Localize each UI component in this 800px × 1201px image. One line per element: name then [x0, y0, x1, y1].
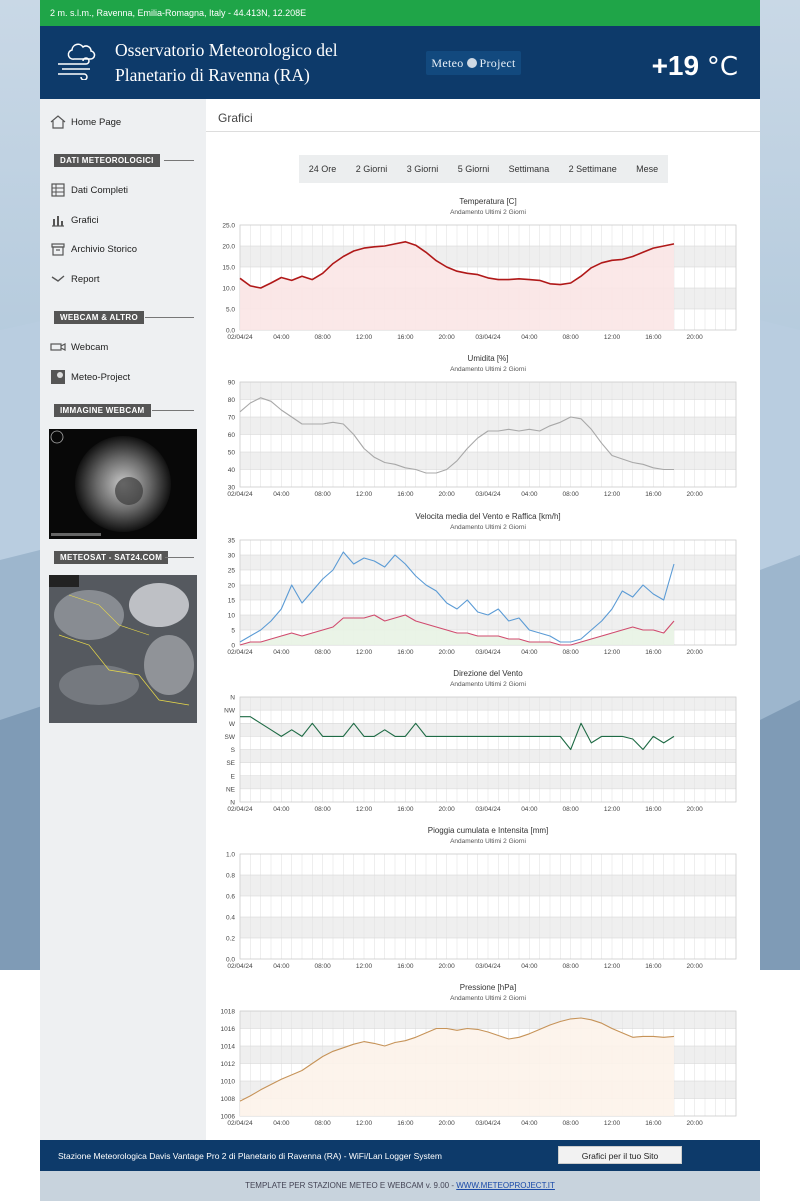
logo-text-left: Meteo: [431, 56, 464, 70]
meteosat-image[interactable]: [49, 575, 197, 723]
x-tick-label: 12:00: [355, 806, 373, 813]
y-tick-label: NW: [224, 707, 235, 715]
y-tick-label: 80: [227, 397, 235, 404]
y-tick-label: 0.0: [225, 956, 235, 964]
x-tick-label: 08:00: [314, 1120, 331, 1127]
y-tick-label: 0.6: [225, 893, 235, 901]
data-table-icon: [50, 182, 66, 198]
site-title: [115, 38, 338, 88]
divider: [164, 160, 194, 161]
y-tick-label: 20: [227, 582, 235, 590]
x-tick-label: 16:00: [645, 649, 662, 656]
y-tick-label: 50: [227, 449, 235, 457]
webcam-icon: [50, 339, 66, 355]
meteo-project-icon: [50, 369, 66, 385]
x-tick-label: 08:00: [562, 806, 579, 813]
x-tick-label: 20:00: [686, 963, 703, 970]
x-tick-label: 02/04/24: [227, 1120, 253, 1127]
x-tick-label: 08:00: [562, 1120, 579, 1127]
bar-chart-icon: [50, 212, 66, 228]
y-tick-label: W: [228, 720, 235, 728]
sidebar-item-archivio[interactable]: [50, 239, 137, 259]
x-tick-label: 04:00: [273, 1120, 290, 1127]
chart-humidity: [206, 350, 760, 500]
x-tick-label: 20:00: [438, 334, 455, 341]
x-tick-label: 03/04/24: [475, 806, 501, 813]
x-tick-label: 20:00: [686, 1120, 703, 1127]
y-tick-label: 35: [227, 537, 235, 545]
y-tick-label: 15: [227, 597, 235, 605]
logo-globe-icon: [467, 58, 477, 68]
sidebar-item-label: Report: [71, 273, 100, 285]
sidebar-item-label: Dati Completi: [71, 184, 129, 196]
x-tick-label: 08:00: [562, 649, 579, 656]
footer: [40, 1140, 760, 1171]
y-tick-label: N: [230, 799, 235, 807]
chart-subtitle: Andamento Ultimi 2 Giorni: [450, 524, 526, 531]
x-tick-label: 16:00: [397, 963, 414, 970]
sidebar-item-label: Grafici: [71, 214, 99, 226]
section-header-meteosat: METEOSAT - SAT24.COM: [54, 551, 168, 564]
meteoproject-logo[interactable]: [426, 51, 521, 75]
y-tick-label: 5: [231, 627, 235, 635]
chart-wind-speed: [206, 508, 760, 658]
x-tick-label: 12:00: [603, 806, 621, 813]
y-tick-label: 70: [227, 414, 235, 422]
y-tick-label: 1010: [220, 1078, 235, 1086]
y-tick-label: 0.0: [225, 327, 235, 335]
current-temperature: [652, 50, 738, 82]
sidebar-item-home[interactable]: [50, 112, 121, 132]
y-tick-label: N: [230, 694, 235, 702]
x-tick-label: 12:00: [603, 334, 621, 341]
chart-rain-svg: [206, 822, 760, 972]
y-tick-label: 10: [227, 612, 235, 620]
y-tick-label: 5.0: [225, 306, 235, 314]
credits-bar: [40, 1171, 760, 1201]
x-tick-label: 12:00: [603, 1120, 621, 1127]
x-tick-label: 04:00: [273, 491, 290, 498]
x-tick-label: 04:00: [521, 334, 538, 341]
x-tick-label: 16:00: [645, 334, 662, 341]
chart-subtitle: Andamento Ultimi 2 Giorni: [450, 838, 526, 845]
x-tick-label: 08:00: [314, 491, 331, 498]
y-tick-label: 25.0: [222, 222, 235, 230]
x-tick-label: 02/04/24: [227, 963, 253, 970]
chart-subtitle: Andamento Ultimi 2 Giorni: [450, 366, 526, 373]
main-content: [206, 99, 760, 1140]
x-tick-label: 20:00: [438, 963, 455, 970]
divider: [165, 557, 194, 558]
report-icon: [50, 271, 66, 287]
x-tick-label: 02/04/24: [227, 806, 253, 813]
x-tick-label: 16:00: [645, 491, 662, 498]
x-tick-label: 04:00: [521, 491, 538, 498]
x-tick-label: 08:00: [314, 334, 331, 341]
sidebar-item-label: Home Page: [71, 116, 122, 128]
x-tick-label: 04:00: [273, 334, 290, 341]
x-tick-label: 04:00: [273, 649, 290, 656]
sidebar: [40, 99, 206, 1140]
y-tick-label: 1018: [220, 1008, 235, 1016]
x-tick-label: 16:00: [397, 491, 414, 498]
y-tick-label: 1014: [220, 1043, 235, 1051]
chart-rain: [206, 822, 760, 972]
site-title-line1: Osservatorio Meteorologico del: [115, 40, 338, 60]
x-tick-label: 08:00: [562, 334, 579, 341]
y-tick-label: 20.0: [222, 243, 235, 251]
divider: [206, 131, 760, 132]
y-tick-label: SE: [226, 760, 235, 768]
y-tick-label: 0: [231, 642, 235, 650]
chart-humidity-svg: [206, 350, 760, 500]
sidebar-item-report[interactable]: [50, 269, 100, 289]
chart-title: Direzione del Vento: [453, 669, 523, 678]
y-tick-label: 40: [227, 467, 235, 474]
x-tick-label: 08:00: [562, 491, 579, 498]
chart-wind-direction: [206, 665, 760, 815]
y-tick-label: 1012: [220, 1061, 235, 1068]
x-tick-label: 16:00: [397, 806, 414, 813]
x-tick-label: 16:00: [397, 1120, 414, 1127]
y-tick-label: 30: [227, 484, 235, 492]
logo-text-right: Project: [479, 56, 516, 70]
x-tick-label: 03/04/24: [475, 334, 501, 341]
x-tick-label: 08:00: [314, 649, 331, 656]
x-tick-label: 04:00: [521, 963, 538, 970]
tab-mese[interactable]: Mese: [636, 164, 659, 174]
y-tick-label: 60: [227, 432, 235, 439]
x-tick-label: 16:00: [645, 963, 662, 970]
sidebar-item-label: Webcam: [71, 341, 109, 353]
webcam-sky-picture: [49, 429, 197, 539]
y-tick-label: 1006: [220, 1113, 235, 1121]
temperature-value: +19: [651, 50, 700, 81]
satellite-picture: [49, 575, 197, 723]
x-tick-label: 12:00: [603, 491, 621, 498]
location-text: 2 m. s.l.m., Ravenna, Emilia-Romagna, Italy - 44.413N, 12.208E: [50, 8, 307, 18]
y-tick-label: 25: [227, 567, 235, 575]
section-header-meteo: DATI METEOROLOGICI: [54, 154, 160, 167]
divider: [145, 317, 194, 318]
chart-subtitle: Andamento Ultimi 2 Giorni: [450, 681, 526, 688]
y-tick-label: 90: [227, 379, 235, 387]
y-tick-label: NE: [225, 786, 235, 794]
sidebar-item-grafici[interactable]: [50, 210, 98, 230]
x-tick-label: 12:00: [355, 491, 373, 498]
period-tabs: [299, 155, 668, 183]
location-bar: [40, 0, 760, 26]
x-tick-label: 04:00: [521, 649, 538, 656]
chart-title: Pressione [hPa]: [459, 983, 517, 992]
webcam-image[interactable]: [49, 429, 197, 539]
x-tick-label: 03/04/24: [475, 491, 501, 498]
y-tick-label: 1.0: [225, 851, 235, 859]
sidebar-item-dati-completi[interactable]: [50, 180, 128, 200]
x-tick-label: 16:00: [397, 649, 414, 656]
x-tick-label: 02/04/24: [227, 491, 253, 498]
divider: [152, 410, 194, 411]
chart-temperature-svg: [206, 193, 760, 343]
sidebar-item-label: Meteo-Project: [71, 371, 131, 383]
x-tick-label: 08:00: [314, 806, 331, 813]
sidebar-item-webcam[interactable]: [50, 337, 108, 357]
y-tick-label: 30: [227, 552, 235, 560]
site-title-line2: Planetario di Ravenna (RA): [115, 65, 310, 85]
x-tick-label: 20:00: [438, 806, 455, 813]
chart-pressure: [206, 979, 760, 1129]
weather-wind-icon: [56, 38, 96, 80]
x-tick-label: 03/04/24: [475, 1120, 501, 1127]
x-tick-label: 08:00: [314, 963, 331, 970]
graphs-for-site-button[interactable]: Grafici per il tuo Sito: [558, 1146, 682, 1164]
home-icon: [50, 114, 66, 130]
y-tick-label: 0.4: [225, 914, 235, 922]
x-tick-label: 12:00: [355, 963, 373, 970]
x-tick-label: 03/04/24: [475, 963, 501, 970]
x-tick-label: 08:00: [562, 963, 579, 970]
meteoproject-link[interactable]: WWW.METEOPROJECT.IT: [456, 1181, 555, 1190]
sidebar-item-meteo-project[interactable]: [50, 367, 130, 387]
tab-3-giorni[interactable]: 3 Giorni: [406, 164, 439, 174]
x-tick-label: 12:00: [355, 1120, 373, 1127]
x-tick-label: 04:00: [521, 806, 538, 813]
tab-24-ore[interactable]: 24 Ore: [308, 164, 337, 174]
chart-pressure-svg: [206, 979, 760, 1129]
chart-wind-speed-svg: [206, 508, 760, 658]
x-tick-label: 12:00: [355, 334, 373, 341]
credits-text: TEMPLATE PER STAZIONE METEO E WEBCAM v. 9.00 -: [245, 1181, 457, 1190]
x-tick-label: 16:00: [645, 806, 662, 813]
y-tick-label: 15.0: [222, 264, 235, 272]
x-tick-label: 04:00: [273, 806, 290, 813]
chart-title: Temperatura [C]: [459, 197, 517, 206]
chart-temperature: [206, 193, 760, 343]
y-tick-label: 0.8: [225, 872, 235, 880]
chart-title: Pioggia cumulata e Intensita [mm]: [427, 826, 549, 835]
x-tick-label: 02/04/24: [227, 334, 253, 341]
y-tick-label: E: [230, 773, 235, 781]
y-tick-label: 1016: [220, 1026, 235, 1033]
y-tick-label: 1008: [220, 1096, 235, 1103]
y-tick-label: S: [230, 747, 235, 754]
chart-subtitle: Andamento Ultimi 2 Giorni: [450, 995, 526, 1002]
x-tick-label: 04:00: [521, 1120, 538, 1127]
archive-icon: [50, 241, 66, 257]
y-tick-label: SW: [224, 733, 235, 741]
x-tick-label: 20:00: [686, 806, 703, 813]
x-tick-label: 12:00: [603, 963, 621, 970]
page-title: Grafici: [218, 111, 253, 125]
x-tick-label: 12:00: [603, 649, 621, 656]
tab-2-settimane[interactable]: 2 Settimane: [568, 164, 617, 174]
chart-subtitle: Andamento Ultimi 2 Giorni: [450, 209, 526, 216]
tab-settimana[interactable]: Settimana: [508, 164, 550, 174]
section-header-webcam: WEBCAM & ALTRO: [54, 311, 144, 324]
y-tick-label: 10.0: [222, 285, 235, 293]
x-tick-label: 04:00: [273, 963, 290, 970]
footer-station-text: Stazione Meteorologica Davis Vantage Pro 2 di Planetario di Ravenna (RA) - WiFi/Lan Logger System: [58, 1151, 442, 1161]
page-wrapper: [40, 0, 760, 1201]
x-tick-label: 03/04/24: [475, 649, 501, 656]
x-tick-label: 20:00: [438, 649, 455, 656]
chart-title: Velocita media del Vento e Raffica [km/h]: [415, 512, 561, 521]
tab-2-giorni[interactable]: 2 Giorni: [355, 164, 388, 174]
y-tick-label: 0.2: [225, 935, 235, 943]
x-tick-label: 20:00: [686, 491, 703, 498]
x-tick-label: 12:00: [355, 649, 373, 656]
x-tick-label: 16:00: [397, 334, 414, 341]
site-header: [40, 26, 760, 99]
x-tick-label: 20:00: [438, 491, 455, 498]
chart-wind-direction-svg: [206, 665, 760, 815]
chart-title: Umidita [%]: [467, 354, 509, 363]
x-tick-label: 20:00: [438, 1120, 455, 1127]
x-tick-label: 16:00: [645, 1120, 662, 1127]
sidebar-item-label: Archivio Storico: [71, 243, 137, 255]
tab-5-giorni[interactable]: 5 Giorni: [457, 164, 490, 174]
x-tick-label: 20:00: [686, 334, 703, 341]
section-header-immagine-webcam: IMMAGINE WEBCAM: [54, 404, 151, 417]
temperature-unit: °C: [706, 52, 738, 82]
x-tick-label: 20:00: [686, 649, 703, 656]
x-tick-label: 02/04/24: [227, 649, 253, 656]
